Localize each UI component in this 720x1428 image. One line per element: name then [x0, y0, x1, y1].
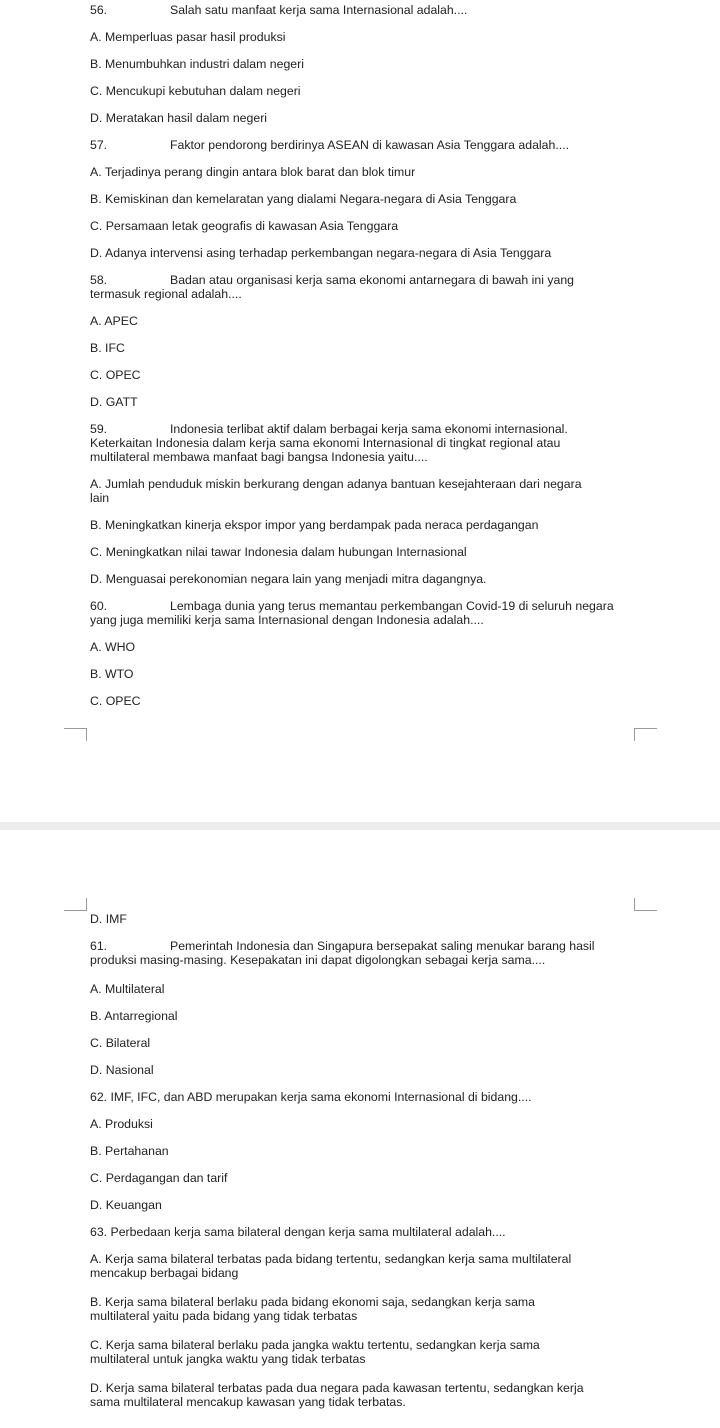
option: D. IMF: [90, 912, 127, 926]
question-text-cont: Keterkaitan Indonesia dalam kerja sama ekonomi Internasional di tingkat regional atau: [90, 436, 561, 450]
option: B. Kerja sama bilateral berlaku pada bidang ekonomi saja, sedangkan kerja sama: [90, 1295, 535, 1309]
option: B. Antarregional: [90, 1009, 178, 1023]
option-cont: lain: [90, 491, 110, 505]
question-60: [90, 600, 635, 614]
page-divider: [0, 822, 720, 830]
question-text: Lembaga dunia yang terus memantau perkembangan Covid-19 di seluruh negara: [170, 599, 614, 613]
question-text-cont: multilateral membawa manfaat bagi bangsa Indonesia yaitu....: [90, 450, 428, 464]
option: D. Nasional: [90, 1063, 154, 1077]
option: B. IFC: [90, 341, 125, 355]
option: B. Menumbuhkan industri dalam negeri: [90, 57, 304, 71]
option: C. OPEC: [90, 694, 141, 708]
question-text: Indonesia terlibat aktif dalam berbagai kerja sama ekonomi internasional.: [170, 422, 568, 436]
option: C. Meningkatkan nilai tawar Indonesia dalam hubungan Internasional: [90, 545, 467, 559]
question-text-cont: termasuk regional adalah....: [90, 287, 242, 301]
option: D. Adanya intervensi asing terhadap perkembangan negara-negara di Asia Tenggara: [90, 246, 552, 260]
option: C. Mencukupi kebutuhan dalam negeri: [90, 84, 301, 98]
option-cont: sama multilateral mencakup kawasan yang tidak terbatas.: [90, 1395, 406, 1409]
question-56: [90, 4, 635, 18]
question-58: [90, 274, 635, 288]
option: A. WHO: [90, 640, 136, 654]
crop-mark: [64, 728, 87, 741]
question-63: 63. Perbedaan kerja sama bilateral dengan kerja sama multilateral adalah....: [90, 1225, 506, 1239]
option: A. Produksi: [90, 1117, 153, 1131]
question-62: 62. IMF, IFC, dan ABD merupakan kerja sama ekonomi Internasional di bidang....: [90, 1090, 532, 1104]
option-cont: multilateral untuk jangka waktu yang tidak terbatas: [90, 1352, 366, 1366]
option: C. Kerja sama bilateral berlaku pada jangka waktu tertentu, sedangkan kerja sama: [90, 1338, 540, 1352]
option-cont: mencakup berbagai bidang: [90, 1266, 239, 1280]
question-number: 60.: [90, 599, 108, 613]
option: D. Meratakan hasil dalam negeri: [90, 111, 268, 125]
option: A. APEC: [90, 314, 138, 328]
option: D. Kerja sama bilateral terbatas pada dua negara pada kawasan tertentu, sedangkan kerja: [90, 1381, 584, 1395]
question-number: 56.: [90, 3, 108, 17]
option-cont: multilateral yaitu pada bidang yang tidak terbatas: [90, 1309, 358, 1323]
option: D. GATT: [90, 395, 138, 409]
question-text: Badan atau organisasi kerja sama ekonomi antarnegara di bawah ini yang: [170, 273, 575, 287]
option: C. OPEC: [90, 368, 141, 382]
option: D. Keuangan: [90, 1198, 162, 1212]
question-text: Salah satu manfaat kerja sama Internasional adalah....: [170, 3, 468, 17]
question-number: 57.: [90, 138, 108, 152]
option: B. Pertahanan: [90, 1144, 169, 1158]
option: B. Kemiskinan dan kemelaratan yang dialami Negara-negara di Asia Tenggara: [90, 192, 517, 206]
question-text: Faktor pendorong berdirinya ASEAN di kawasan Asia Tenggara adalah....: [170, 138, 569, 152]
crop-mark: [634, 898, 657, 911]
option: A. Kerja sama bilateral terbatas pada bidang tertentu, sedangkan kerja sama multilateral: [90, 1252, 572, 1266]
option: B. WTO: [90, 667, 134, 681]
option: D. Menguasai perekonomian negara lain yang menjadi mitra dagangnya.: [90, 572, 487, 586]
option: B. Meningkatkan kinerja ekspor impor yang berdampak pada neraca perdagangan: [90, 518, 539, 532]
question-text: Pemerintah Indonesia dan Singapura bersepakat saling menukar barang hasil: [170, 939, 595, 953]
question-57: [90, 139, 635, 153]
option: A. Multilateral: [90, 982, 165, 996]
question-number: 61.: [90, 939, 108, 953]
crop-mark: [64, 898, 87, 911]
question-number: 59.: [90, 422, 108, 436]
question-59: [90, 423, 635, 437]
question-number: 58.: [90, 273, 108, 287]
option: C. Persamaan letak geografis di kawasan Asia Tenggara: [90, 219, 399, 233]
option: A. Terjadinya perang dingin antara blok barat dan blok timur: [90, 165, 416, 179]
question-text-cont: yang juga memiliki kerja sama Internasional dengan Indonesia adalah....: [90, 613, 484, 627]
question-61: [90, 940, 635, 954]
option: C. Perdagangan dan tarif: [90, 1171, 228, 1185]
option: A. Jumlah penduduk miskin berkurang dengan adanya bantuan kesejahteraan dari negara: [90, 477, 582, 491]
crop-mark: [634, 728, 657, 741]
question-text-cont: produksi masing-masing. Kesepakatan ini dapat digolongkan sebagai kerja sama....: [90, 953, 546, 967]
option: A. Memperluas pasar hasil produksi: [90, 30, 286, 44]
option: C. Bilateral: [90, 1036, 151, 1050]
